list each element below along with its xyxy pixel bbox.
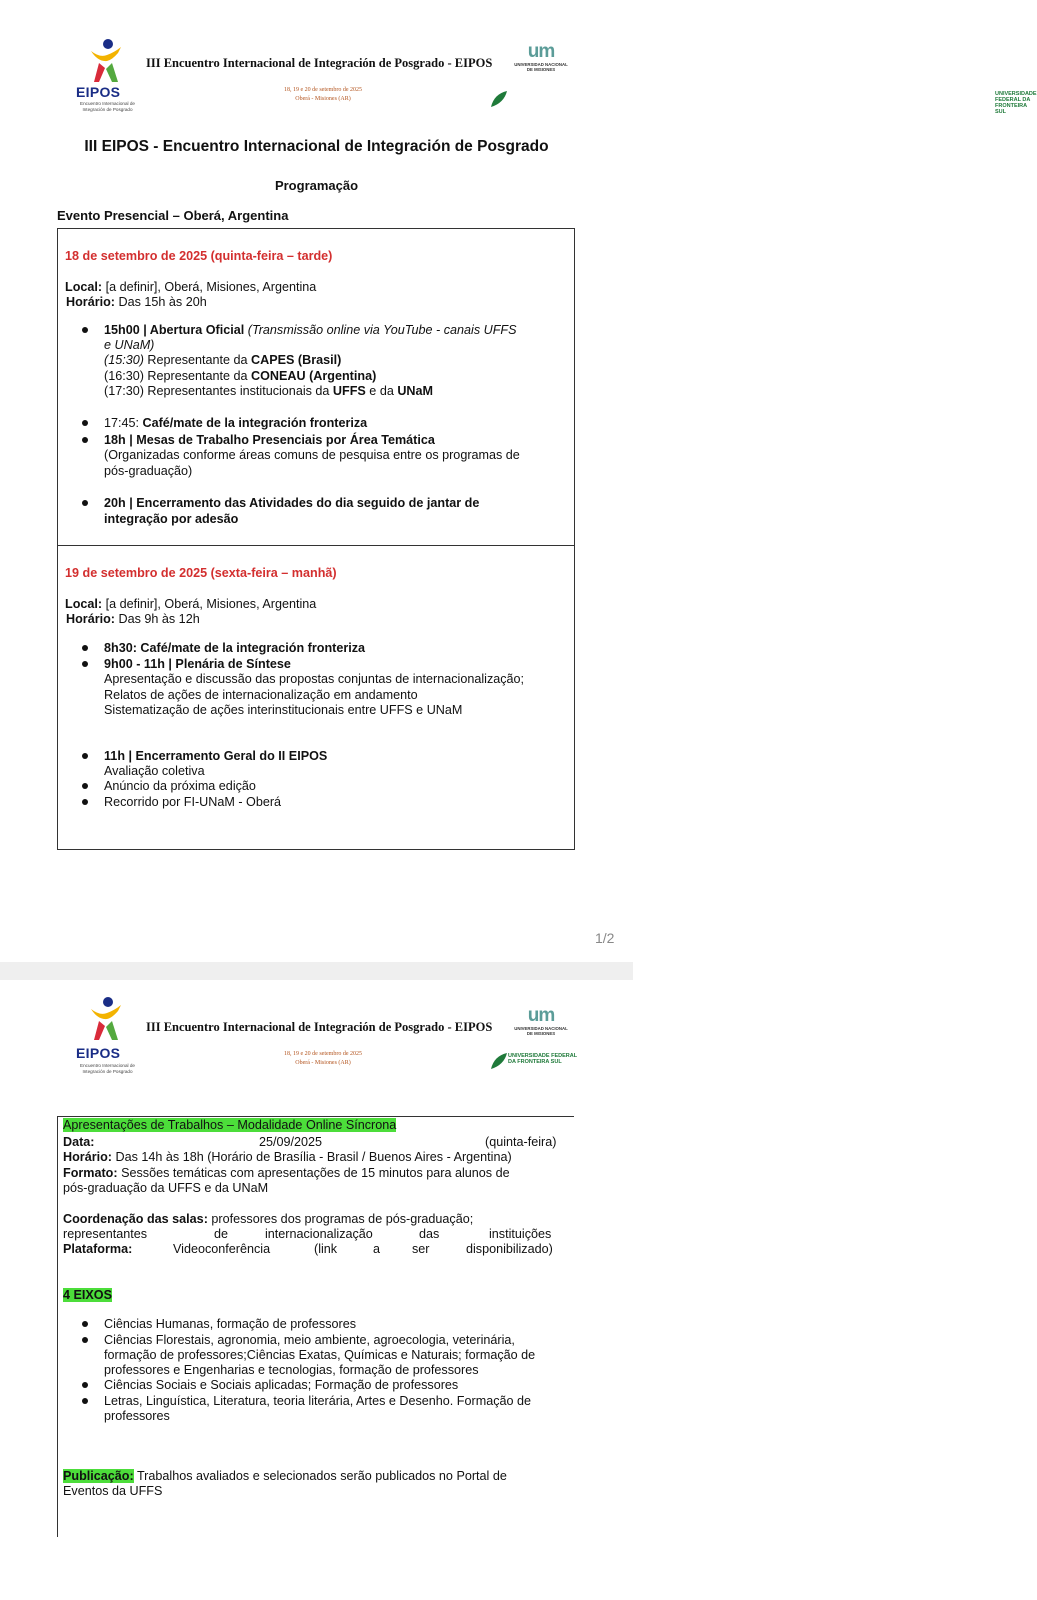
eipos-logo-figure-icon <box>88 996 124 1042</box>
day-separator <box>58 545 574 546</box>
uffs-logo-text: UNIVERSIDADE FEDERAL DA FRONTEIRA SUL <box>995 91 1037 115</box>
eixo-4-line1: Letras, Linguística, Literatura, teoria literária, Artes e Desenho. Formação de <box>104 1394 532 1408</box>
eixo-2-line2: formação de professores;Ciências Exatas, Químicas e Naturais; formação de <box>104 1348 536 1362</box>
formato-line2: pós-graduação da UFFS e da UNaM <box>63 1181 269 1195</box>
day1-item1-note2: e UNaM) <box>104 338 155 352</box>
coord-word-1: representantes <box>63 1227 148 1241</box>
unam-logo <box>512 42 570 72</box>
unam-logo-mark: um <box>527 41 555 62</box>
day2-item1: 8h30: Café/mate de la integración fronteriza <box>104 641 366 655</box>
bullet-icon <box>82 783 88 789</box>
bullet-icon <box>82 1398 88 1404</box>
day1-heading: 18 de setembro de 2025 (quinta-feira – tarde) <box>65 249 333 263</box>
bullet-icon <box>82 327 88 333</box>
day2-item2-line3: Relatos de ações de internacionalização em andamento <box>104 688 418 702</box>
eipos-logo-figure-icon <box>88 38 124 84</box>
day1-item3-line3: pós-graduação) <box>104 464 193 478</box>
document-page-2 <box>0 980 633 1600</box>
day1-local <box>65 280 316 294</box>
bullet-icon <box>82 437 88 443</box>
day1-item1-line5-mid: e da <box>365 384 398 398</box>
day1-item1-line5-org2: UNaM <box>397 384 434 398</box>
bullet-icon <box>82 799 88 805</box>
day2-item2-line2: Apresentação e discussão das propostas conjuntas de internacionalização; <box>104 672 525 686</box>
day1-item1-title: 15h00 | Abertura Oficial <box>104 323 245 337</box>
unam-logo-mark: um <box>527 1005 555 1026</box>
header-date <box>255 86 391 104</box>
day1-local-value: [a definir], Oberá, Misiones, Argentina <box>102 280 317 294</box>
day2-local-label: Local: <box>65 597 103 611</box>
day2-item4: Anúncio da próxima edição <box>104 779 256 793</box>
eipos-logo-text: EIPOS <box>76 1045 121 1061</box>
eipos-logo-subtitle: Encuentro Internacional de Integración de Posgrado <box>80 101 135 112</box>
data-label-text: Data: <box>63 1135 95 1149</box>
plataforma-label: Plataforma: <box>63 1242 133 1256</box>
eixo-2-line1: Ciências Florestais, agronomia, meio ambiente, agroecologia, veterinária, <box>104 1333 515 1347</box>
day2-item2-line4: Sistematização de ações interinstitucionais entre UFFS e UNaM <box>104 703 463 717</box>
day1-item4-line1: 20h | Encerramento das Atividades do dia seguido de jantar de <box>104 496 480 510</box>
plat-word-4: ser <box>412 1242 430 1256</box>
day1-item1-line5 <box>104 384 433 398</box>
day1-time <box>66 295 207 309</box>
day2-time-label: Horário: <box>66 612 115 626</box>
day2-item3: 11h | Encerramento Geral do II EIPOS <box>104 749 328 763</box>
bullet-icon <box>82 500 88 506</box>
day1-item1-line3-org: CAPES (Brasil) <box>251 353 342 367</box>
day2-item3-line2: Avaliação coletiva <box>104 764 205 778</box>
bullet-icon <box>82 420 88 426</box>
coord-word-5: instituições <box>489 1227 552 1241</box>
publicacao-line <box>63 1469 507 1483</box>
uffs-leaf-icon <box>490 1052 508 1070</box>
formato-value: Sessões temáticas com apresentações de 15 minutos para alunos de <box>117 1166 510 1180</box>
eixo-1: Ciências Humanas, formação de professores <box>104 1317 356 1331</box>
coord-word-2: de <box>214 1227 229 1241</box>
eixos-heading <box>63 1288 112 1302</box>
header-place-line: Oberá - Misiones (AR) <box>295 96 351 102</box>
bullet-icon <box>82 1382 88 1388</box>
data-day: (quinta-feira) <box>485 1135 557 1149</box>
day1-item1-line5-org1: UFFS <box>332 384 366 398</box>
unam-logo-text: UNIVERSIDAD NACIONAL DE MISIONES <box>514 62 568 72</box>
data-label <box>63 1135 95 1149</box>
day1-item1-line4-text: (16:30) Representante da <box>104 369 252 383</box>
header-date-line: 18, 19 e 20 de setembro de 2025 <box>284 1051 362 1057</box>
day1-item1-line3-time: (15:30) <box>104 353 144 367</box>
day1-item2-title: Café/mate de la integración fronteriza <box>142 416 368 430</box>
bullet-icon <box>82 1321 88 1327</box>
unam-logo-text: UNIVERSIDAD NACIONAL DE MISIONES <box>514 1026 568 1036</box>
uffs-logo-text: UNIVERSIDADE FEDERAL DA FRONTEIRA SUL <box>508 1053 577 1065</box>
day1-time-value: Das 15h às 20h <box>114 295 207 309</box>
uffs-logo <box>490 1052 580 1070</box>
coord-word-4: das <box>419 1227 440 1241</box>
day1-item2 <box>104 416 367 430</box>
eipos-logo-subtitle: Encuentro Internacional de Integración de Posgrado <box>80 1063 135 1074</box>
page-header <box>0 990 633 1090</box>
day1-item3-title: 18h | Mesas de Trabalho Presenciais por Área Temática <box>104 433 435 447</box>
eixo-3: Ciências Sociais e Sociais aplicadas; Formação de professores <box>104 1378 459 1392</box>
formato-label: Formato: <box>63 1166 118 1180</box>
day1-item1-line5-text: (17:30) Representantes institucionais da <box>104 384 333 398</box>
program-heading: Programação <box>274 178 359 193</box>
day2-time <box>66 612 200 626</box>
header-date-line: 18, 19 e 20 de setembro de 2025 <box>284 87 362 93</box>
page-header <box>0 30 1037 130</box>
plat-word-1: Videoconferência <box>173 1242 271 1256</box>
coordenacao-line <box>63 1212 473 1226</box>
eixo-2-line3: professores e Engenharias e tecnologias, formação de professores <box>104 1363 479 1377</box>
coordenacao-label: Coordenação das salas: <box>63 1212 208 1226</box>
page-number: 1/2 <box>595 930 615 946</box>
unam-logo <box>512 1006 570 1036</box>
plat-word-2: (link <box>314 1242 338 1256</box>
presentations-heading-text: Apresentações de Trabalhos – Modalidade Online Síncrona <box>63 1118 397 1132</box>
bullet-icon <box>82 753 88 759</box>
day1-item2-time: 17:45: <box>104 416 143 430</box>
presentations-heading <box>63 1118 396 1132</box>
day2-time-value: Das 9h às 12h <box>114 612 200 626</box>
bullet-icon <box>82 1337 88 1343</box>
day1-item1-line3 <box>104 353 341 367</box>
coordenacao-value: professores dos programas de pós-graduação; <box>207 1212 474 1226</box>
header-date <box>255 1050 391 1068</box>
uffs-logo <box>490 90 1037 115</box>
publicacao-label: Publicação: <box>63 1469 134 1483</box>
header-place-line: Oberá - Misiones (AR) <box>295 1060 351 1066</box>
publicacao-line2: Eventos da UFFS <box>63 1484 163 1498</box>
coord-word-3: internacionalização <box>265 1227 373 1241</box>
day1-item1-note: (Transmissão online via YouTube - canais UFFS <box>244 323 517 337</box>
schedule-box <box>57 228 575 850</box>
bullet-icon <box>82 661 88 667</box>
day2-item2: 9h00 - 11h | Plenária de Síntese <box>104 657 291 671</box>
document-title: III EIPOS - Encuentro Internacional de Integración de Posgrado <box>84 138 549 155</box>
plat-word-5: disponibilizado) <box>466 1242 553 1256</box>
uffs-leaf-icon <box>490 90 508 108</box>
day2-heading: 19 de setembro de 2025 (sexta-feira – manhã) <box>65 566 337 580</box>
horario-value: Das 14h às 18h (Horário de Brasília - Brasil / Buenos Aires - Argentina) <box>111 1150 512 1164</box>
eixos-heading-text: 4 EIXOS <box>63 1288 112 1302</box>
day1-item1-line4-org: CONEAU (Argentina) <box>251 369 377 383</box>
day1-item1-line3-text: Representante da <box>143 353 252 367</box>
event-heading: Evento Presencial – Oberá, Argentina <box>57 208 289 223</box>
day1-item1 <box>104 323 517 337</box>
day2-local-value: [a definir], Oberá, Misiones, Argentina <box>102 597 317 611</box>
formato-line <box>63 1166 510 1180</box>
data-value: 25/09/2025 <box>259 1135 323 1149</box>
day2-local <box>65 597 316 611</box>
header-title: III Encuentro Internacional de Integración de Posgrado - EIPOS <box>146 1020 493 1034</box>
presentations-box <box>57 1116 574 1537</box>
eixo-4-line2: professores <box>104 1409 170 1423</box>
page-gap <box>0 962 633 980</box>
plat-word-3: a <box>373 1242 381 1256</box>
day1-time-label: Horário: <box>66 295 115 309</box>
header-title: III Encuentro Internacional de Integración de Posgrado - EIPOS <box>146 56 493 70</box>
publicacao-value: Trabalhos avaliados e selecionados serão publicados no Portal de <box>133 1469 507 1483</box>
day1-item1-line4 <box>104 369 376 383</box>
bullet-icon <box>82 645 88 651</box>
day2-item5: Recorrido por FI-UNaM - Oberá <box>104 795 282 809</box>
eipos-logo-text: EIPOS <box>76 84 121 100</box>
day1-local-label: Local: <box>65 280 103 294</box>
horario-line <box>63 1150 512 1164</box>
day1-item3-line2: (Organizadas conforme áreas comuns de pesquisa entre os programas de <box>104 448 520 462</box>
day1-item4-line2: integração por adesão <box>104 512 239 526</box>
horario-label: Horário: <box>63 1150 112 1164</box>
